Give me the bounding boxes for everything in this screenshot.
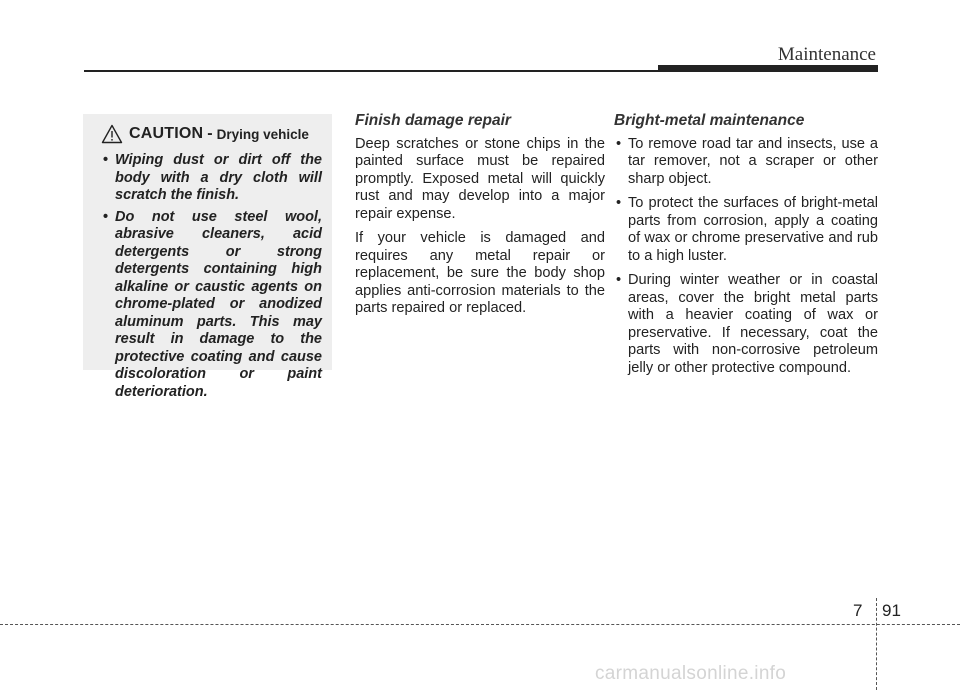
section-title: Maintenance	[777, 44, 876, 65]
warning-triangle-icon	[101, 124, 123, 144]
finish-damage-heading: Finish damage repair	[355, 112, 511, 129]
caution-label: CAUTION	[129, 125, 204, 142]
finish-damage-section	[355, 112, 605, 325]
bright-metal-list	[614, 136, 878, 378]
caution-separator: -	[207, 125, 213, 142]
header-rule-thick	[658, 65, 878, 72]
caution-item: • Do not use steel wool, abrasive cleaners, acid detergents or strong detergents containing high alkaline or caustic agents on chrome-plated or anodized aluminum parts. This may result in damage to the protective coating and cause discoloration or paint deterioration.	[101, 209, 322, 402]
bright-metal-item: • To protect the surfaces of bright-metal parts from corrosion, apply a coating of wax or chrome preservative and rub to a high luster.	[614, 195, 878, 265]
header-rule-thin	[84, 70, 664, 72]
footer-rule	[0, 624, 960, 625]
footer-divider	[876, 598, 877, 690]
caution-header	[101, 124, 322, 144]
bright-metal-heading: Bright-metal maintenance	[614, 112, 805, 129]
caution-subtitle: Drying vehicle	[216, 126, 309, 142]
watermark: carmanualsonline.info	[595, 663, 787, 684]
bright-metal-item: • To remove road tar and insects, use a tar remover, not a scraper or other sharp object.	[614, 136, 878, 189]
caution-box	[83, 114, 332, 400]
bright-metal-item: • During winter weather or in coastal areas, cover the bright metal parts with a heavier coating of wax or preservative. If necessary, coat the parts with non-corrosive petroleum jelly or other protective compound.	[614, 272, 878, 377]
chapter-number: 7	[853, 601, 863, 620]
finish-damage-paragraph: Deep scratches or stone chips in the painted surface must be repaired promptly. Exposed metal will quickly rust and may develop into a major repair expense.	[355, 135, 605, 222]
caution-item: • Wiping dust or dirt off the body with a dry cloth will scratch the finish.	[101, 152, 322, 205]
caution-list	[101, 152, 322, 401]
page-number: 91	[882, 601, 901, 620]
finish-damage-paragraph: If your vehicle is damaged and requires any metal repair or replacement, be sure the body shop applies anti-corrosion materials to the parts repaired or replaced.	[355, 230, 605, 316]
bright-metal-section	[614, 112, 878, 384]
